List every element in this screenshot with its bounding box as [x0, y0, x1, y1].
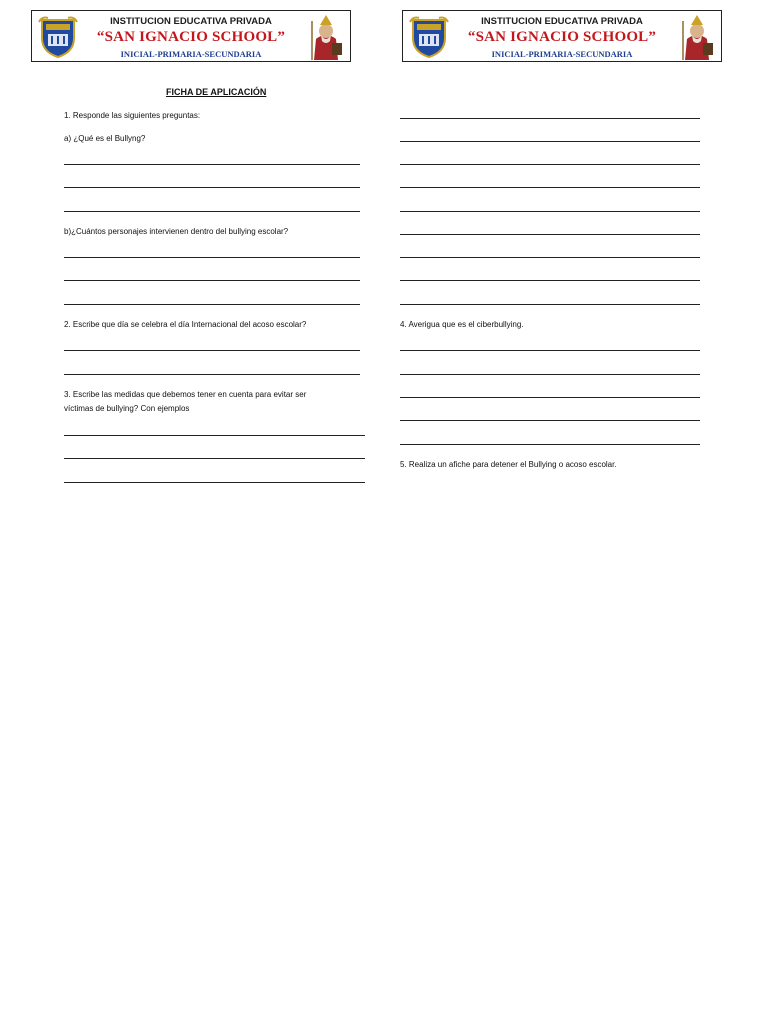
school-crest-icon [409, 14, 449, 59]
answer-line [64, 280, 360, 281]
answer-line [400, 304, 700, 305]
school-levels: INICIAL-PRIMARIA-SECUNDARIA [120, 49, 262, 59]
question-3-line2: víctimas de bullying? Con ejemplos [64, 404, 190, 413]
answer-line [400, 257, 700, 258]
question-2: 2. Escribe que día se celebra el día Internacional del acoso escolar? [64, 320, 307, 329]
answer-line [64, 164, 360, 165]
answer-line [64, 374, 360, 375]
answer-line [400, 397, 700, 398]
school-header-right [402, 10, 722, 62]
saint-portrait-icon [677, 13, 717, 60]
school-crest-icon [38, 14, 78, 59]
saint-portrait-icon [306, 13, 346, 60]
answer-line [64, 350, 360, 351]
answer-line [64, 304, 360, 305]
school-type-label: INSTITUCION EDUCATIVA PRIVADA [481, 16, 643, 27]
answer-line [400, 444, 700, 445]
school-header-left [31, 10, 351, 62]
question-3-line1: 3. Escribe las medidas que debemos tener en cuenta para evitar ser [64, 390, 307, 399]
school-name: “SAN IGNACIO SCHOOL” [467, 29, 657, 45]
school-levels: INICIAL-PRIMARIA-SECUNDARIA [491, 49, 633, 59]
answer-line [64, 187, 360, 188]
answer-line [64, 458, 365, 459]
school-name: “SAN IGNACIO SCHOOL” [96, 29, 286, 45]
answer-line [400, 141, 700, 142]
school-type-label: INSTITUCION EDUCATIVA PRIVADA [110, 16, 272, 27]
answer-line [64, 257, 360, 258]
question-1b: b)¿Cuántos personajes intervienen dentro del bullying escolar? [64, 227, 289, 236]
answer-line [400, 374, 700, 375]
answer-line [400, 118, 700, 119]
answer-line [400, 164, 700, 165]
answer-line [400, 280, 700, 281]
answer-line [400, 420, 700, 421]
answer-line [400, 187, 700, 188]
question-1: 1. Responde las siguientes preguntas: [64, 111, 201, 120]
answer-line [400, 350, 700, 351]
answer-line [64, 435, 365, 436]
question-5: 5. Realiza un afiche para detener el Bullying o acoso escolar. [400, 460, 617, 469]
answer-line [64, 211, 360, 212]
answer-line [64, 482, 365, 483]
answer-line [400, 234, 700, 235]
question-4: 4. Averigua que es el ciberbullying. [400, 320, 524, 329]
answer-line [400, 211, 700, 212]
question-1a: a) ¿Qué es el Bullyng? [64, 134, 146, 143]
worksheet-title: FICHA DE APLICACIÓN [166, 87, 267, 97]
